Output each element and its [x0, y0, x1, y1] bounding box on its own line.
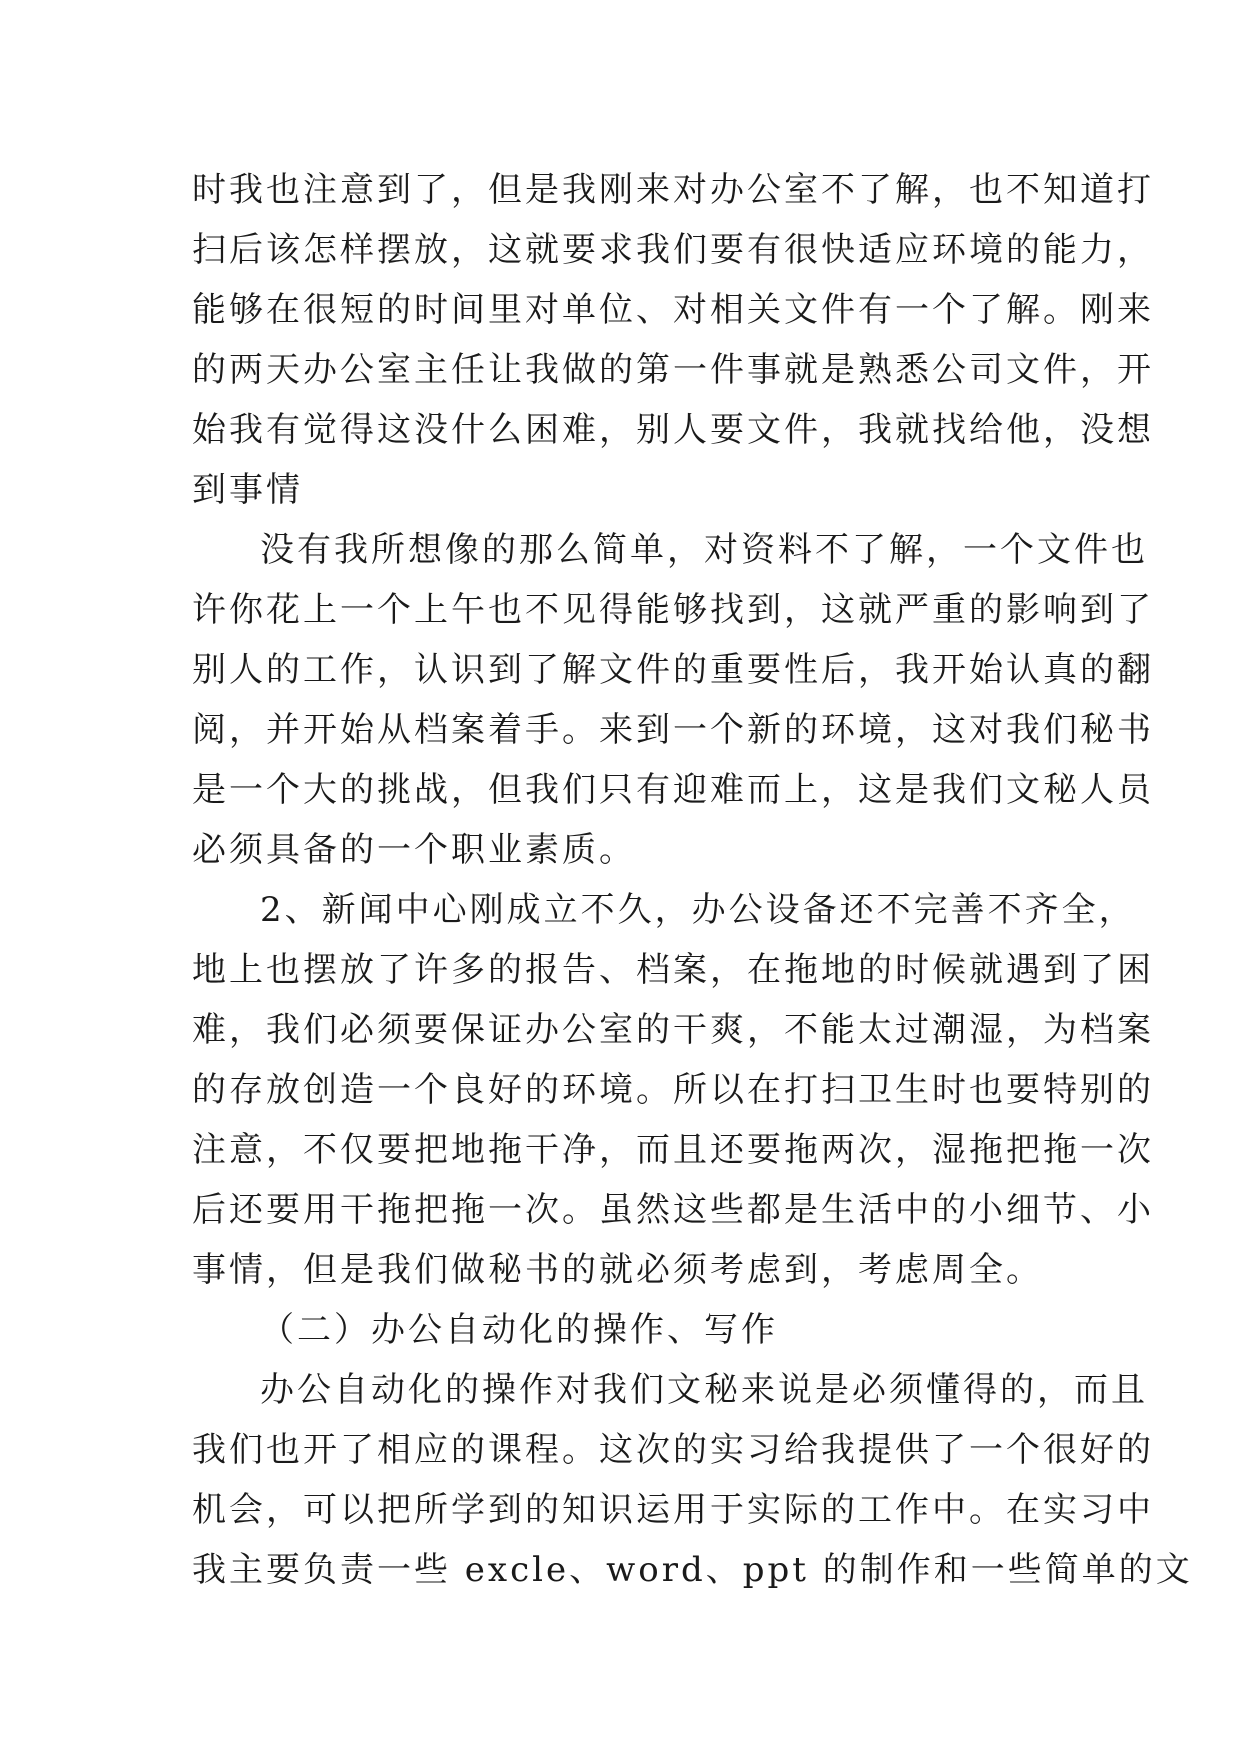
text-line: 到事情 — [192, 470, 303, 510]
text-line: 始我有觉得这没什么困难，别人要文件，我就找给他，没想 — [192, 410, 1154, 450]
text-line: 时我也注意到了，但是我刚来对办公室不了解，也不知道打 — [192, 170, 1154, 210]
text-line: 是一个大的挑战，但我们只有迎难而上，这是我们文秘人员 — [192, 770, 1154, 810]
text-line: 别人的工作，认识到了解文件的重要性后，我开始认真的翻 — [192, 650, 1154, 690]
paragraph-first-line: 没有我所想像的那么简单，对资料不了解，一个文件也 — [260, 530, 1148, 570]
text-line: 扫后该怎样摆放，这就要求我们要有很快适应环境的能力， — [192, 230, 1154, 270]
text-line: 事情，但是我们做秘书的就必须考虑到，考虑周全。 — [192, 1250, 1043, 1290]
text-line: 注意，不仅要把地拖干净，而且还要拖两次，湿拖把拖一次 — [192, 1130, 1154, 1170]
text-line: 必须具备的一个职业素质。 — [192, 830, 636, 870]
text-line: 的两天办公室主任让我做的第一件事就是熟悉公司文件，开 — [192, 350, 1154, 390]
text-line: 我主要负责一些 excle、word、ppt 的制作和一些简单的文 — [192, 1550, 1193, 1590]
text-line: 许你花上一个上午也不见得能够找到，这就严重的影响到了 — [192, 590, 1154, 630]
document-body — [192, 160, 1193, 1600]
text-line: 后还要用干拖把拖一次。虽然这些都是生活中的小细节、小 — [192, 1190, 1154, 1230]
section-heading: （二）办公自动化的操作、写作 — [260, 1310, 778, 1350]
text-line: 阅，并开始从档案着手。来到一个新的环境，这对我们秘书 — [192, 710, 1154, 750]
text-line: 难，我们必须要保证办公室的干爽，不能太过潮湿，为档案 — [192, 1010, 1154, 1050]
text-line: 我们也开了相应的课程。这次的实习给我提供了一个很好的 — [192, 1430, 1154, 1470]
text-line: 机会，可以把所学到的知识运用于实际的工作中。在实习中 — [192, 1490, 1154, 1530]
text-line: 地上也摆放了许多的报告、档案，在拖地的时候就遇到了困 — [192, 950, 1154, 990]
text-line: 能够在很短的时间里对单位、对相关文件有一个了解。刚来 — [192, 290, 1154, 330]
paragraph-first-line: 办公自动化的操作对我们文秘来说是必须懂得的，而且 — [260, 1370, 1148, 1410]
paragraph-first-line: 2、新闻中心刚成立不久，办公设备还不完善不齐全， — [260, 890, 1136, 930]
text-line: 的存放创造一个良好的环境。所以在打扫卫生时也要特别的 — [192, 1070, 1154, 1110]
